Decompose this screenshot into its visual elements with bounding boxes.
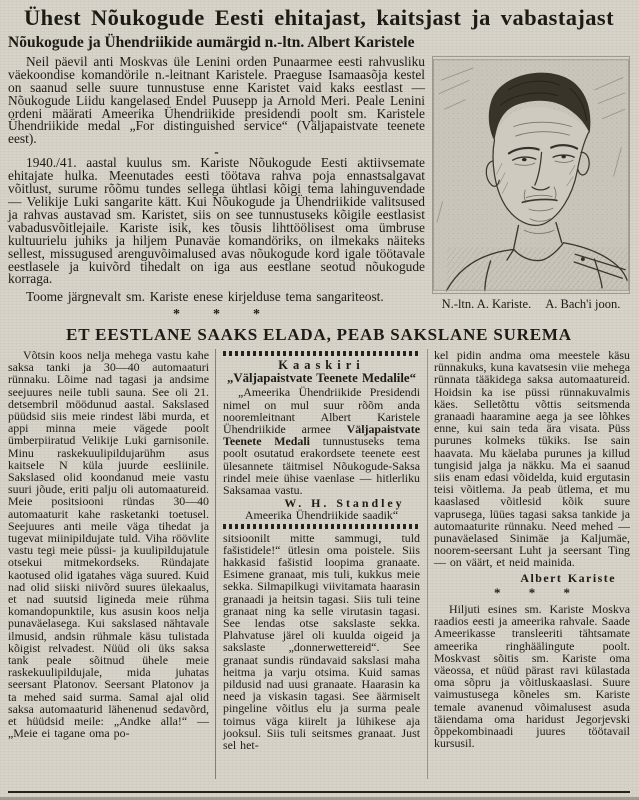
intro-paragraph-2: 1940./41. aastal kuulus sm. Kariste Nõukogude Eesti aktiivsemate ehitajate hulka. Meenutades eesti töötava rahva poja ennastsalgavat võitlust, surume rõõmu tundes sellega ühtlasi kõigi tema lahinguvendade — Velikije Luki sangarite kätt. Kui Nõukogude ja Ühendriikide valitsused ja rahvas austavad sm. Karistet, siis on see tunnustuseks kõigile eestlasist vabadusvõitlejaile. Kariste isik, kes tõusis lihttöölisest oma ümbruse kultuurielu juhiks ja hiljem Punaväe komandöriks, on ilmekaks näiteks sellest, missugused arenguvõimalused avas nõukogude kord igale töötavale eestlasele ja kuivõrd tihedalt on iga aus eestlane seotud nõukogude korraga. [8,155,425,287]
story-column-2 [215,349,428,779]
bottom-rule [8,791,630,793]
letter-signature-title: Ameerika Ühendriikide saadik“ [244,508,399,523]
intro-text-column [8,53,432,323]
story-epilogue: Hiljuti esines sm. Kariste Moskva raadios eesti ja ameerika rahvale. Saade Ameerikasse transleeriti tähtsamate ameerika ringhäälingute poolt. Moskvast sõitis sm. Kariste oma väeossa, et nüüd pärast ravi külastada oma sõpru ja võitluskaaslasi. Suure vaimustusega kõneles sm. Kariste temale avanenud võimalusest asuda täiendama oma haridust Jegorjevski õppekombinaadi juures töötavail kursusil. [434,601,630,751]
portrait-sketch-image [433,57,629,293]
article-subtitle: Nõukogude ja Ühendriikide aumärgid n.-ltn. Albert Karistele [8,33,415,51]
story-headline: ET EESTLANE SAAKS ELADA, PEAB SAKSLANE SUREMA [66,325,572,345]
letter-box-bottom-rule [223,524,420,529]
paragraph-separator-dash: - [214,144,219,160]
story-col1-text: Võtsin koos nelja mehega vastu kahe saksa tanki ja 30—40 automaaturi rünnaku. Lõime nad tagasi ja andsime seejuures neile tubli sauna. See oli 21. detsembril möödunud aastal. Sakslased püüdsid siis meie rindest läbi murda, et appi minna meie vägede poolt ümberpiiratud Velikije Luki garnisonile. Minu raskekuulipildujarühm asus kaitsele N küla juurde eesliinile. Sakslased olid koondanud meie vastu suuri jõude, eriti palju oli automaatureid. Meie positsiooni ründas 30—40 automaaturit kahe rasketanki toetusel. Seejuures anti meile väga tihedat ja tugevat miinipildujate tuld. Viha röövlite vastu tegi meie püssi- ja kuulipildujatule otsekui mitmekordseks. Ründajate kaotused olid igatahes väga suured. Kuid nad olid siiski niivõrd suures ülekaalus, et nad suutsid ligineda meie rühma komandopunktile, kus asusin koos nelja punaväelasega. Kui sakslased nähtavale ilmusid, andsin rühmale käsu tulistada kõigist relvadest. Nüüd oli üks saksa tank peale sõitnud ühele meie raskekuulipildujale, mida juhatas seersant Platonov. Seersant Platonov ja ta mehed said surma. Samal ajal olid saksa automaaturid lähenenud sedavõrd, et hüüdsid meile: „Andke alla!“ — „Meie ei tagane oma po- [8,348,209,741]
article-title: Ühest Nõukogude Eesti ehitajast, kaitsjast ja vabastajast [24,5,614,30]
story-stars-separator: * * * [494,584,582,600]
author-signature: Albert Kariste [520,570,616,585]
portrait-caption-name: N.-ltn. A. Kariste. [441,296,532,311]
letter-box-title: Kaaskiri [278,357,365,372]
letter-body-pre: „Ameerika Ühendriikide Presidendi nimel on mul suur rõõm anda nooremleitnant Albert Karistele Ühendriikide armee [223,385,420,436]
letter-body-post: tunnustuseks tema poolt osutatud erakordsete teenete eest ülesannete täitmisel Nõukogude-Saksa rindel meie ühise vaenlase — hitlerliku Saksamaa vastu. [223,434,420,497]
intro-section [8,53,630,323]
story-columns [8,349,630,779]
story-col3-text: kel pidin andma oma meestele käsu rünnakuks, kuna kavatsesin viie mehega rünnata tääkidega saksa automaatureid. Hoidsin ka ise püssi rünnakuvalmis käes. Selletõttu võttis seitsmenda granaadi haaramine aega ja see lõhkes enne, kui sain teda ära visata. Püss purunes kolmeks tükiks. Ise sain haavata. Mu käelaba purunes ja killud tungisid jalga ja näkku. Ma ei saanud siis enam edasi võidelda, kuid ergutasin teisi võitlema. Ja peab ütlema, et mu kaaslased võitlesid kõik suure vaprusega, lüües tagasi saksa tankide ja automaaturite rünnaku. Need mehed — punaväelased Sinimäe ja Kaljumäe, noorem-seersant Luht ja seersant Ting — on väärt, et neid mainida. [434,348,630,570]
letter-signature-name: W. H. Standley [284,496,405,511]
portrait-caption-credit: A. Bach'i joon. [545,296,621,311]
letter-box-top-rule [223,351,420,356]
letter-box-body [223,386,420,496]
portrait-sketch [432,56,630,294]
story-column-1 [8,349,215,779]
letter-box [223,351,420,529]
portrait-caption [432,297,630,312]
letter-body-bold: Väljapaistvate Teenete Medali [223,421,420,449]
intro-paragraph-1: Neil päevil anti Moskvas üle Lenini orden Punaarmee eesti rahvusliku väekoondise komandörile n.-leitnant Karistele. Praeguse Isamaasõja kestel on saanud selle suure tunnustuse enne Karistet vaid kaks eestlast — Nõukogude Liidu kangelased Endel Puusepp ja Arnold Meri. Peale Lenini ordeni määrati Ameerika Ühendriikide presidendi poolt sm. Karistele Ühendriikide medal „For distinguished service“ (Väljapaistvate teenete eest). [8,53,425,147]
letter-box-subtitle: „Väljapaistvate Teenete Medalile“ [227,371,416,386]
intro-stars-separator: * * * [173,307,274,323]
story-col2-text: sitsioonilt mitte sammugi, tuld fašistidele!“ ütlesin oma poistele. Siis hakkasid fašistid loopima granaate. Esimene granaat, mis tuli, kukkus meie sekka. Silmapilkugi viivitamata haarasin granaadi ja heitsin tagasi. Siis tuli teine granaat ning ka selle virutasin tagasi. See lendas otse sakslaste sekka. Plahvatuse järel oli kuulda oigeid ja sakslaste „donnerwettereid“. See granaat sundis ründavaid sakslasi maha heitma ja varju otsima. Kuid samas pildusid nad uusi granaate. Haarasin ka need ja viskasin tagasi. See äärmiselt pingeline võitlus elu ja surma peale toimus väga kiirelt ja lühikese aja jooksul. Siis tuli seitsmes granaat. Just sel het- [223,530,420,753]
story-column-3 [428,349,630,779]
intro-lead-in: Toome järgnevalt sm. Kariste enese kirjelduse tema sangariteost. [26,289,384,305]
portrait-column [432,56,630,322]
